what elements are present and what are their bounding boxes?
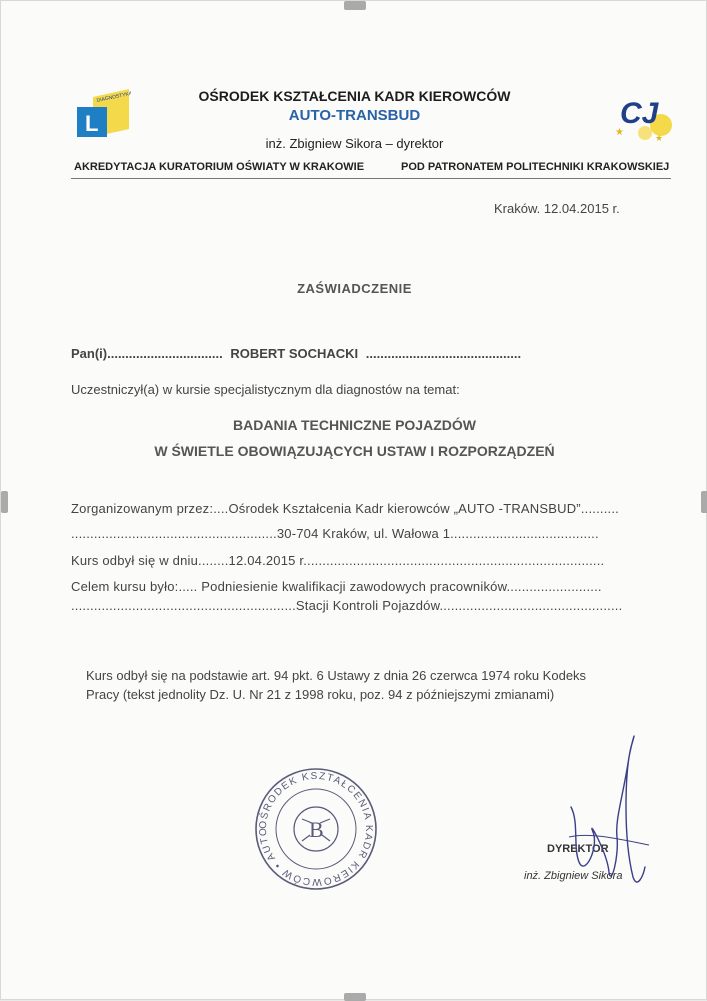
frame-clip-right [701,491,707,513]
recipient-prefix: Pan(i)................................ [71,346,223,361]
official-round-stamp [254,767,378,891]
intro-text: Uczestniczył(a) w kursie specjalistycznym dla diagnostów na temat: [71,382,460,397]
handwritten-signature [549,727,659,897]
course-goal-field: Celem kursu było:..... Podniesienie kwalifikacji zawodowych pracowników......................... [71,579,602,594]
organizer-field: Zorganizowanym przez:....Ośrodek Kształcenia Kadr kierowców „AUTO -TRANSBUD”.......... [71,501,619,516]
frame-clip-left [1,491,8,513]
institution-title: OŚRODEK KSZTAŁCENIA KADR KIEROWCÓW [198,88,511,104]
header-divider [71,178,671,179]
patronage-text: POD PATRONATEM POLITECHNIKI KRAKOWSKIEJ [401,161,670,173]
svg-text:L: L [85,111,99,136]
director-line: inż. Zbigniew Sikora – dyrektor [265,136,444,151]
svg-text:CJ: CJ [620,97,659,130]
svg-text:OŚRODEK KSZTAŁCENIA KADR KIERO: OŚRODEK KSZTAŁCENIA KADR KIEROWCÓW • AUTO [257,770,375,888]
svg-text:B: B [309,817,324,842]
document-title: ZAŚWIADCZENIE [297,281,412,296]
frame-clip-top [344,1,366,10]
recipient-line [71,346,521,361]
brand-name: AUTO-TRANSBUD [288,107,421,124]
svg-text:★: ★ [655,133,664,143]
director-role: DYREKTOR [547,843,609,855]
course-topic-line-1: BADANIA TECHNICZNE POJAZDÓW [233,417,476,433]
accreditation-text: AKREDYTACJA KURATORIUM OŚWIATY W KRAKOWIE [74,161,365,173]
place-date: Kraków. 12.04.2015 r. [494,201,620,216]
recipient-suffix: ........................................... [365,346,522,361]
legal-basis-line-1: Kurs odbył się na podstawie art. 94 pkt. 6 Ustawy z dnia 26 czerwca 1974 roku Kodeks [86,668,587,683]
course-date-field: Kurs odbył się w dniu........12.04.2015 r............................................................................... [71,553,605,568]
course-goal-field-continued: ...........................................................Stacji Kontroli Pojazdów................................................ [71,598,623,613]
address-field: ......................................................30-704 Kraków, ul. Wałowa 1....................................... [71,526,599,541]
director-name: inż. Zbigniew Sikora [524,870,623,882]
course-topic-line-2: W ŚWIETLE OBOWIĄZUJĄCYCH USTAW I ROZPORZĄDZEŃ [154,443,555,459]
recipient-name: ROBERT SOCHACKI [230,346,359,361]
svg-text:★: ★ [615,127,624,138]
svg-text:DIAGNOSTYKA: DIAGNOSTYKA [96,90,131,104]
legal-basis-line-2: Pracy (tekst jednolity Dz. U. Nr 21 z 1998 roku, poz. 94 z późniejszymi zmianami) [86,687,555,702]
